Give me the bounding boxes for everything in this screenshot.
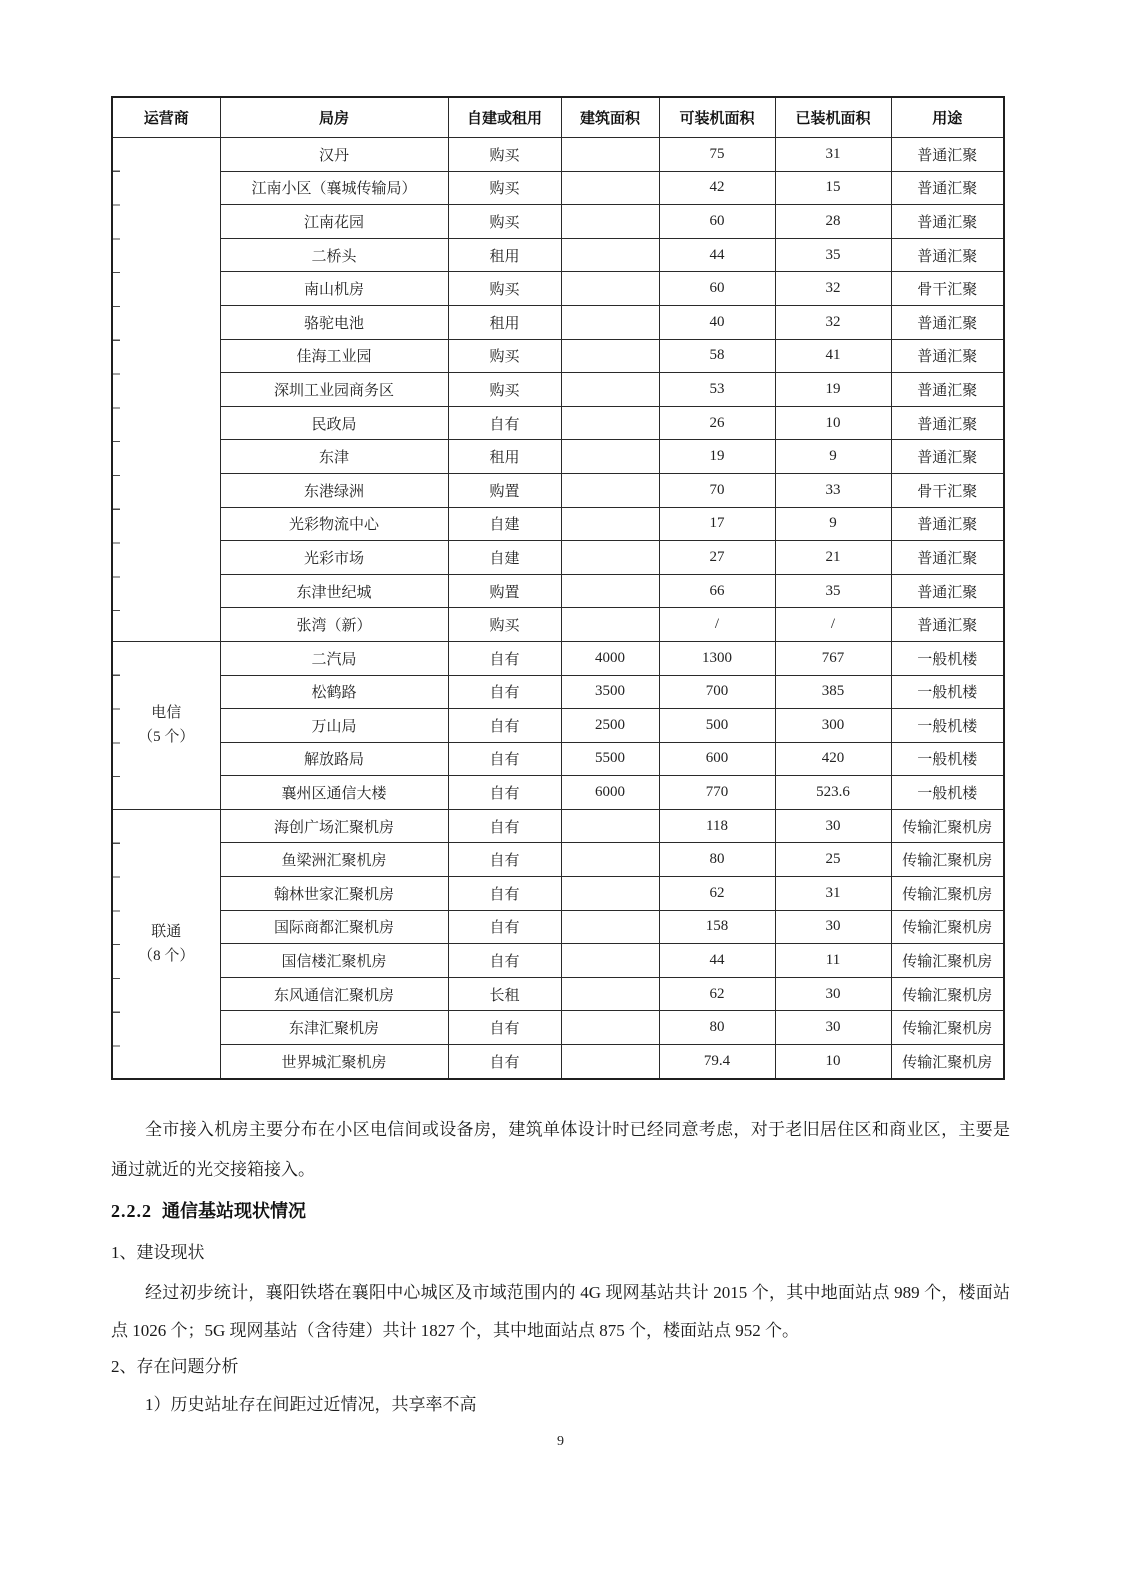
table-row bbox=[112, 1045, 1004, 1079]
operator-cell bbox=[112, 641, 220, 809]
table-row bbox=[112, 910, 1004, 944]
ownership-cell: 租用 bbox=[448, 440, 561, 474]
room-cell: 万山局 bbox=[220, 709, 448, 743]
ownership-cell: 自建 bbox=[448, 541, 561, 575]
table-row bbox=[112, 205, 1004, 239]
installable-area-cell: 770 bbox=[659, 776, 775, 810]
paragraph-base-station-stats: 经过初步统计，襄阳铁塔在襄阳中心城区及市域范围内的 4G 现网基站共计 2015 个，其中地面站点 989 个，楼面站点 1026 个；5G 现网基站（含待建）共计 1827 个，其中地面站点 875 个，楼面站点 952 个。 bbox=[111, 1282, 1010, 1340]
usage-cell: 传输汇聚机房 bbox=[891, 910, 1004, 944]
installed-area-cell: 10 bbox=[775, 406, 891, 440]
ownership-cell: 购买 bbox=[448, 171, 561, 205]
build-area-cell bbox=[561, 205, 659, 239]
build-area-cell bbox=[561, 373, 659, 407]
build-area-cell bbox=[561, 138, 659, 172]
usage-cell: 传输汇聚机房 bbox=[891, 1011, 1004, 1045]
installed-area-cell: 33 bbox=[775, 473, 891, 507]
table-row bbox=[112, 944, 1004, 978]
table-row bbox=[112, 305, 1004, 339]
installed-area-cell: 35 bbox=[775, 238, 891, 272]
build-area-cell: 2500 bbox=[561, 709, 659, 743]
usage-cell: 传输汇聚机房 bbox=[891, 1045, 1004, 1079]
installable-area-cell: 44 bbox=[659, 238, 775, 272]
ownership-cell: 长租 bbox=[448, 977, 561, 1011]
ownership-cell: 自有 bbox=[448, 910, 561, 944]
build-area-cell bbox=[561, 507, 659, 541]
installable-area-cell: 26 bbox=[659, 406, 775, 440]
installed-area-cell: 30 bbox=[775, 1011, 891, 1045]
usage-cell: 一般机楼 bbox=[891, 641, 1004, 675]
ownership-cell: 自有 bbox=[448, 675, 561, 709]
room-cell: 东港绿洲 bbox=[220, 473, 448, 507]
table-row bbox=[112, 742, 1004, 776]
usage-cell: 骨干汇聚 bbox=[891, 473, 1004, 507]
installable-area-cell: 80 bbox=[659, 843, 775, 877]
ownership-cell: 自有 bbox=[448, 843, 561, 877]
build-area-cell: 5500 bbox=[561, 742, 659, 776]
build-area-cell bbox=[561, 305, 659, 339]
installed-area-cell: 523.6 bbox=[775, 776, 891, 810]
installed-area-cell: 25 bbox=[775, 843, 891, 877]
ownership-cell: 购置 bbox=[448, 574, 561, 608]
installed-area-cell: 9 bbox=[775, 440, 891, 474]
usage-cell: 骨干汇聚 bbox=[891, 272, 1004, 306]
operator-label-line: 电信 bbox=[151, 705, 182, 722]
ownership-cell: 自有 bbox=[448, 709, 561, 743]
table-row bbox=[112, 238, 1004, 272]
paragraph-access-rooms: 全市接入机房主要分布在小区电信间或设备房，建筑单体设计时已经同意考虑，对于老旧居住区和商业区，主要是通过就近的光交接箱接入。 bbox=[111, 1119, 1010, 1179]
installable-area-cell: 600 bbox=[659, 742, 775, 776]
usage-cell: 传输汇聚机房 bbox=[891, 843, 1004, 877]
usage-cell: 传输汇聚机房 bbox=[891, 877, 1004, 911]
installable-area-cell: 40 bbox=[659, 305, 775, 339]
page-number: 9 bbox=[557, 1433, 564, 1449]
room-cell: 襄州区通信大楼 bbox=[220, 776, 448, 810]
ownership-cell: 购置 bbox=[448, 473, 561, 507]
table-row bbox=[112, 709, 1004, 743]
table-header-row bbox=[112, 97, 1004, 138]
usage-cell: 普通汇聚 bbox=[891, 339, 1004, 373]
ownership-cell: 购买 bbox=[448, 373, 561, 407]
build-area-cell bbox=[561, 1045, 659, 1079]
table-row bbox=[112, 877, 1004, 911]
section-title: 通信基站现状情况 bbox=[162, 1200, 306, 1221]
installable-area-cell: 80 bbox=[659, 1011, 775, 1045]
table-header bbox=[112, 97, 1004, 138]
ownership-cell: 自有 bbox=[448, 1045, 561, 1079]
room-cell: 民政局 bbox=[220, 406, 448, 440]
installed-area-cell: / bbox=[775, 608, 891, 642]
usage-cell: 一般机楼 bbox=[891, 675, 1004, 709]
ownership-cell: 自有 bbox=[448, 776, 561, 810]
table-row bbox=[112, 574, 1004, 608]
table-row bbox=[112, 406, 1004, 440]
operator-cell bbox=[112, 809, 220, 1078]
room-cell: 光彩物流中心 bbox=[220, 507, 448, 541]
header-usage: 用途 bbox=[891, 97, 1004, 138]
build-area-cell bbox=[561, 473, 659, 507]
build-area-cell bbox=[561, 574, 659, 608]
ownership-cell: 购买 bbox=[448, 272, 561, 306]
usage-cell: 普通汇聚 bbox=[891, 574, 1004, 608]
room-cell: 国际商都汇聚机房 bbox=[220, 910, 448, 944]
build-area-cell bbox=[561, 977, 659, 1011]
room-cell: 东风通信汇聚机房 bbox=[220, 977, 448, 1011]
room-cell: 世界城汇聚机房 bbox=[220, 1045, 448, 1079]
room-cell: 佳海工业园 bbox=[220, 339, 448, 373]
section-number: 2.2.2 bbox=[111, 1200, 152, 1221]
header-ownership: 自建或租用 bbox=[448, 97, 561, 138]
installable-area-cell: 27 bbox=[659, 541, 775, 575]
ownership-cell: 购买 bbox=[448, 138, 561, 172]
room-cell: 解放路局 bbox=[220, 742, 448, 776]
ownership-cell: 购买 bbox=[448, 339, 561, 373]
operator-label-line: （5 个） bbox=[138, 729, 195, 746]
installed-area-cell: 32 bbox=[775, 305, 891, 339]
table-row bbox=[112, 373, 1004, 407]
installed-area-cell: 300 bbox=[775, 709, 891, 743]
installed-area-cell: 10 bbox=[775, 1045, 891, 1079]
installable-area-cell: 42 bbox=[659, 171, 775, 205]
installable-area-cell: 19 bbox=[659, 440, 775, 474]
operator-label-line: （8 个） bbox=[138, 947, 195, 964]
ownership-cell: 租用 bbox=[448, 238, 561, 272]
installable-area-cell: 58 bbox=[659, 339, 775, 373]
usage-cell: 传输汇聚机房 bbox=[891, 977, 1004, 1011]
equipment-room-table bbox=[111, 96, 1005, 1080]
build-area-cell: 3500 bbox=[561, 675, 659, 709]
room-cell: 鱼梁洲汇聚机房 bbox=[220, 843, 448, 877]
installable-area-cell: 66 bbox=[659, 574, 775, 608]
installable-area-cell: 62 bbox=[659, 977, 775, 1011]
installed-area-cell: 28 bbox=[775, 205, 891, 239]
ownership-cell: 购买 bbox=[448, 608, 561, 642]
build-area-cell bbox=[561, 608, 659, 642]
header-installed-area: 已装机面积 bbox=[775, 97, 891, 138]
installable-area-cell: 158 bbox=[659, 910, 775, 944]
table-row bbox=[112, 608, 1004, 642]
usage-cell: 一般机楼 bbox=[891, 742, 1004, 776]
installed-area-cell: 30 bbox=[775, 809, 891, 843]
room-cell: 张湾（新） bbox=[220, 608, 448, 642]
installed-area-cell: 30 bbox=[775, 977, 891, 1011]
build-area-cell bbox=[561, 440, 659, 474]
header-operator: 运营商 bbox=[112, 97, 220, 138]
table-body bbox=[112, 138, 1004, 1079]
table-row bbox=[112, 809, 1004, 843]
table-row bbox=[112, 1011, 1004, 1045]
room-cell: 二汽局 bbox=[220, 641, 448, 675]
ownership-cell: 自有 bbox=[448, 641, 561, 675]
installable-area-cell: 79.4 bbox=[659, 1045, 775, 1079]
usage-cell: 一般机楼 bbox=[891, 776, 1004, 810]
installed-area-cell: 19 bbox=[775, 373, 891, 407]
usage-cell: 普通汇聚 bbox=[891, 373, 1004, 407]
installed-area-cell: 767 bbox=[775, 641, 891, 675]
usage-cell: 普通汇聚 bbox=[891, 440, 1004, 474]
installable-area-cell: 53 bbox=[659, 373, 775, 407]
usage-cell: 传输汇聚机房 bbox=[891, 944, 1004, 978]
usage-cell: 普通汇聚 bbox=[891, 238, 1004, 272]
build-area-cell bbox=[561, 809, 659, 843]
room-cell: 南山机房 bbox=[220, 272, 448, 306]
room-cell: 海创广场汇聚机房 bbox=[220, 809, 448, 843]
ownership-cell: 自建 bbox=[448, 507, 561, 541]
room-cell: 光彩市场 bbox=[220, 541, 448, 575]
room-cell: 骆驼电池 bbox=[220, 305, 448, 339]
installed-area-cell: 31 bbox=[775, 877, 891, 911]
ownership-cell: 自有 bbox=[448, 809, 561, 843]
room-cell: 江南花园 bbox=[220, 205, 448, 239]
usage-cell: 普通汇聚 bbox=[891, 507, 1004, 541]
room-cell: 江南小区（襄城传输局） bbox=[220, 171, 448, 205]
table-row bbox=[112, 473, 1004, 507]
installable-area-cell: 17 bbox=[659, 507, 775, 541]
usage-cell: 普通汇聚 bbox=[891, 171, 1004, 205]
installable-area-cell: / bbox=[659, 608, 775, 642]
installed-area-cell: 420 bbox=[775, 742, 891, 776]
build-area-cell bbox=[561, 541, 659, 575]
room-cell: 国信楼汇聚机房 bbox=[220, 944, 448, 978]
ownership-cell: 自有 bbox=[448, 944, 561, 978]
table-row bbox=[112, 272, 1004, 306]
room-cell: 翰林世家汇聚机房 bbox=[220, 877, 448, 911]
installed-area-cell: 15 bbox=[775, 171, 891, 205]
table-row bbox=[112, 440, 1004, 474]
build-area-cell bbox=[561, 406, 659, 440]
installable-area-cell: 70 bbox=[659, 473, 775, 507]
table-row bbox=[112, 138, 1004, 172]
installable-area-cell: 700 bbox=[659, 675, 775, 709]
installed-area-cell: 32 bbox=[775, 272, 891, 306]
build-area-cell bbox=[561, 877, 659, 911]
room-cell: 东津世纪城 bbox=[220, 574, 448, 608]
build-area-cell: 6000 bbox=[561, 776, 659, 810]
operator-cell bbox=[112, 138, 220, 642]
table-row bbox=[112, 675, 1004, 709]
build-area-cell bbox=[561, 910, 659, 944]
installed-area-cell: 11 bbox=[775, 944, 891, 978]
build-area-cell bbox=[561, 171, 659, 205]
build-area-cell bbox=[561, 944, 659, 978]
table-row bbox=[112, 843, 1004, 877]
installed-area-cell: 9 bbox=[775, 507, 891, 541]
header-build-area: 建筑面积 bbox=[561, 97, 659, 138]
room-cell: 二桥头 bbox=[220, 238, 448, 272]
installable-area-cell: 60 bbox=[659, 205, 775, 239]
room-cell: 东津汇聚机房 bbox=[220, 1011, 448, 1045]
installed-area-cell: 31 bbox=[775, 138, 891, 172]
installable-area-cell: 62 bbox=[659, 877, 775, 911]
usage-cell: 普通汇聚 bbox=[891, 608, 1004, 642]
list-item-problem-analysis: 2、存在问题分析 bbox=[111, 1356, 239, 1376]
table-row bbox=[112, 776, 1004, 810]
usage-cell: 普通汇聚 bbox=[891, 138, 1004, 172]
header-room: 局房 bbox=[220, 97, 448, 138]
sub-item-site-spacing: 1）历史站址存在间距过近情况，共享率不高 bbox=[145, 1394, 477, 1414]
ownership-cell: 自有 bbox=[448, 406, 561, 440]
operator-label-line: 联通 bbox=[151, 923, 182, 940]
installed-area-cell: 41 bbox=[775, 339, 891, 373]
installable-area-cell: 60 bbox=[659, 272, 775, 306]
list-item-construction-status: 1、建设现状 bbox=[111, 1242, 205, 1262]
section-heading-2-2-2 bbox=[111, 1198, 1010, 1224]
table-row bbox=[112, 641, 1004, 675]
ownership-cell: 租用 bbox=[448, 305, 561, 339]
table-row bbox=[112, 541, 1004, 575]
build-area-cell bbox=[561, 843, 659, 877]
room-cell: 汉丹 bbox=[220, 138, 448, 172]
installable-area-cell: 1300 bbox=[659, 641, 775, 675]
table-row bbox=[112, 507, 1004, 541]
build-area-cell bbox=[561, 238, 659, 272]
installed-area-cell: 385 bbox=[775, 675, 891, 709]
build-area-cell bbox=[561, 339, 659, 373]
installable-area-cell: 44 bbox=[659, 944, 775, 978]
table-row bbox=[112, 171, 1004, 205]
table-row bbox=[112, 339, 1004, 373]
installable-area-cell: 118 bbox=[659, 809, 775, 843]
installable-area-cell: 75 bbox=[659, 138, 775, 172]
header-installable-area: 可装机面积 bbox=[659, 97, 775, 138]
table-row bbox=[112, 977, 1004, 1011]
installed-area-cell: 21 bbox=[775, 541, 891, 575]
usage-cell: 传输汇聚机房 bbox=[891, 809, 1004, 843]
usage-cell: 一般机楼 bbox=[891, 709, 1004, 743]
build-area-cell bbox=[561, 1011, 659, 1045]
usage-cell: 普通汇聚 bbox=[891, 406, 1004, 440]
installed-area-cell: 35 bbox=[775, 574, 891, 608]
usage-cell: 普通汇聚 bbox=[891, 205, 1004, 239]
ownership-cell: 自有 bbox=[448, 877, 561, 911]
room-cell: 松鹤路 bbox=[220, 675, 448, 709]
installed-area-cell: 30 bbox=[775, 910, 891, 944]
ownership-cell: 购买 bbox=[448, 205, 561, 239]
installable-area-cell: 500 bbox=[659, 709, 775, 743]
ownership-cell: 自有 bbox=[448, 1011, 561, 1045]
usage-cell: 普通汇聚 bbox=[891, 541, 1004, 575]
build-area-cell bbox=[561, 272, 659, 306]
build-area-cell: 4000 bbox=[561, 641, 659, 675]
room-cell: 深圳工业园商务区 bbox=[220, 373, 448, 407]
room-cell: 东津 bbox=[220, 440, 448, 474]
ownership-cell: 自有 bbox=[448, 742, 561, 776]
usage-cell: 普通汇聚 bbox=[891, 305, 1004, 339]
